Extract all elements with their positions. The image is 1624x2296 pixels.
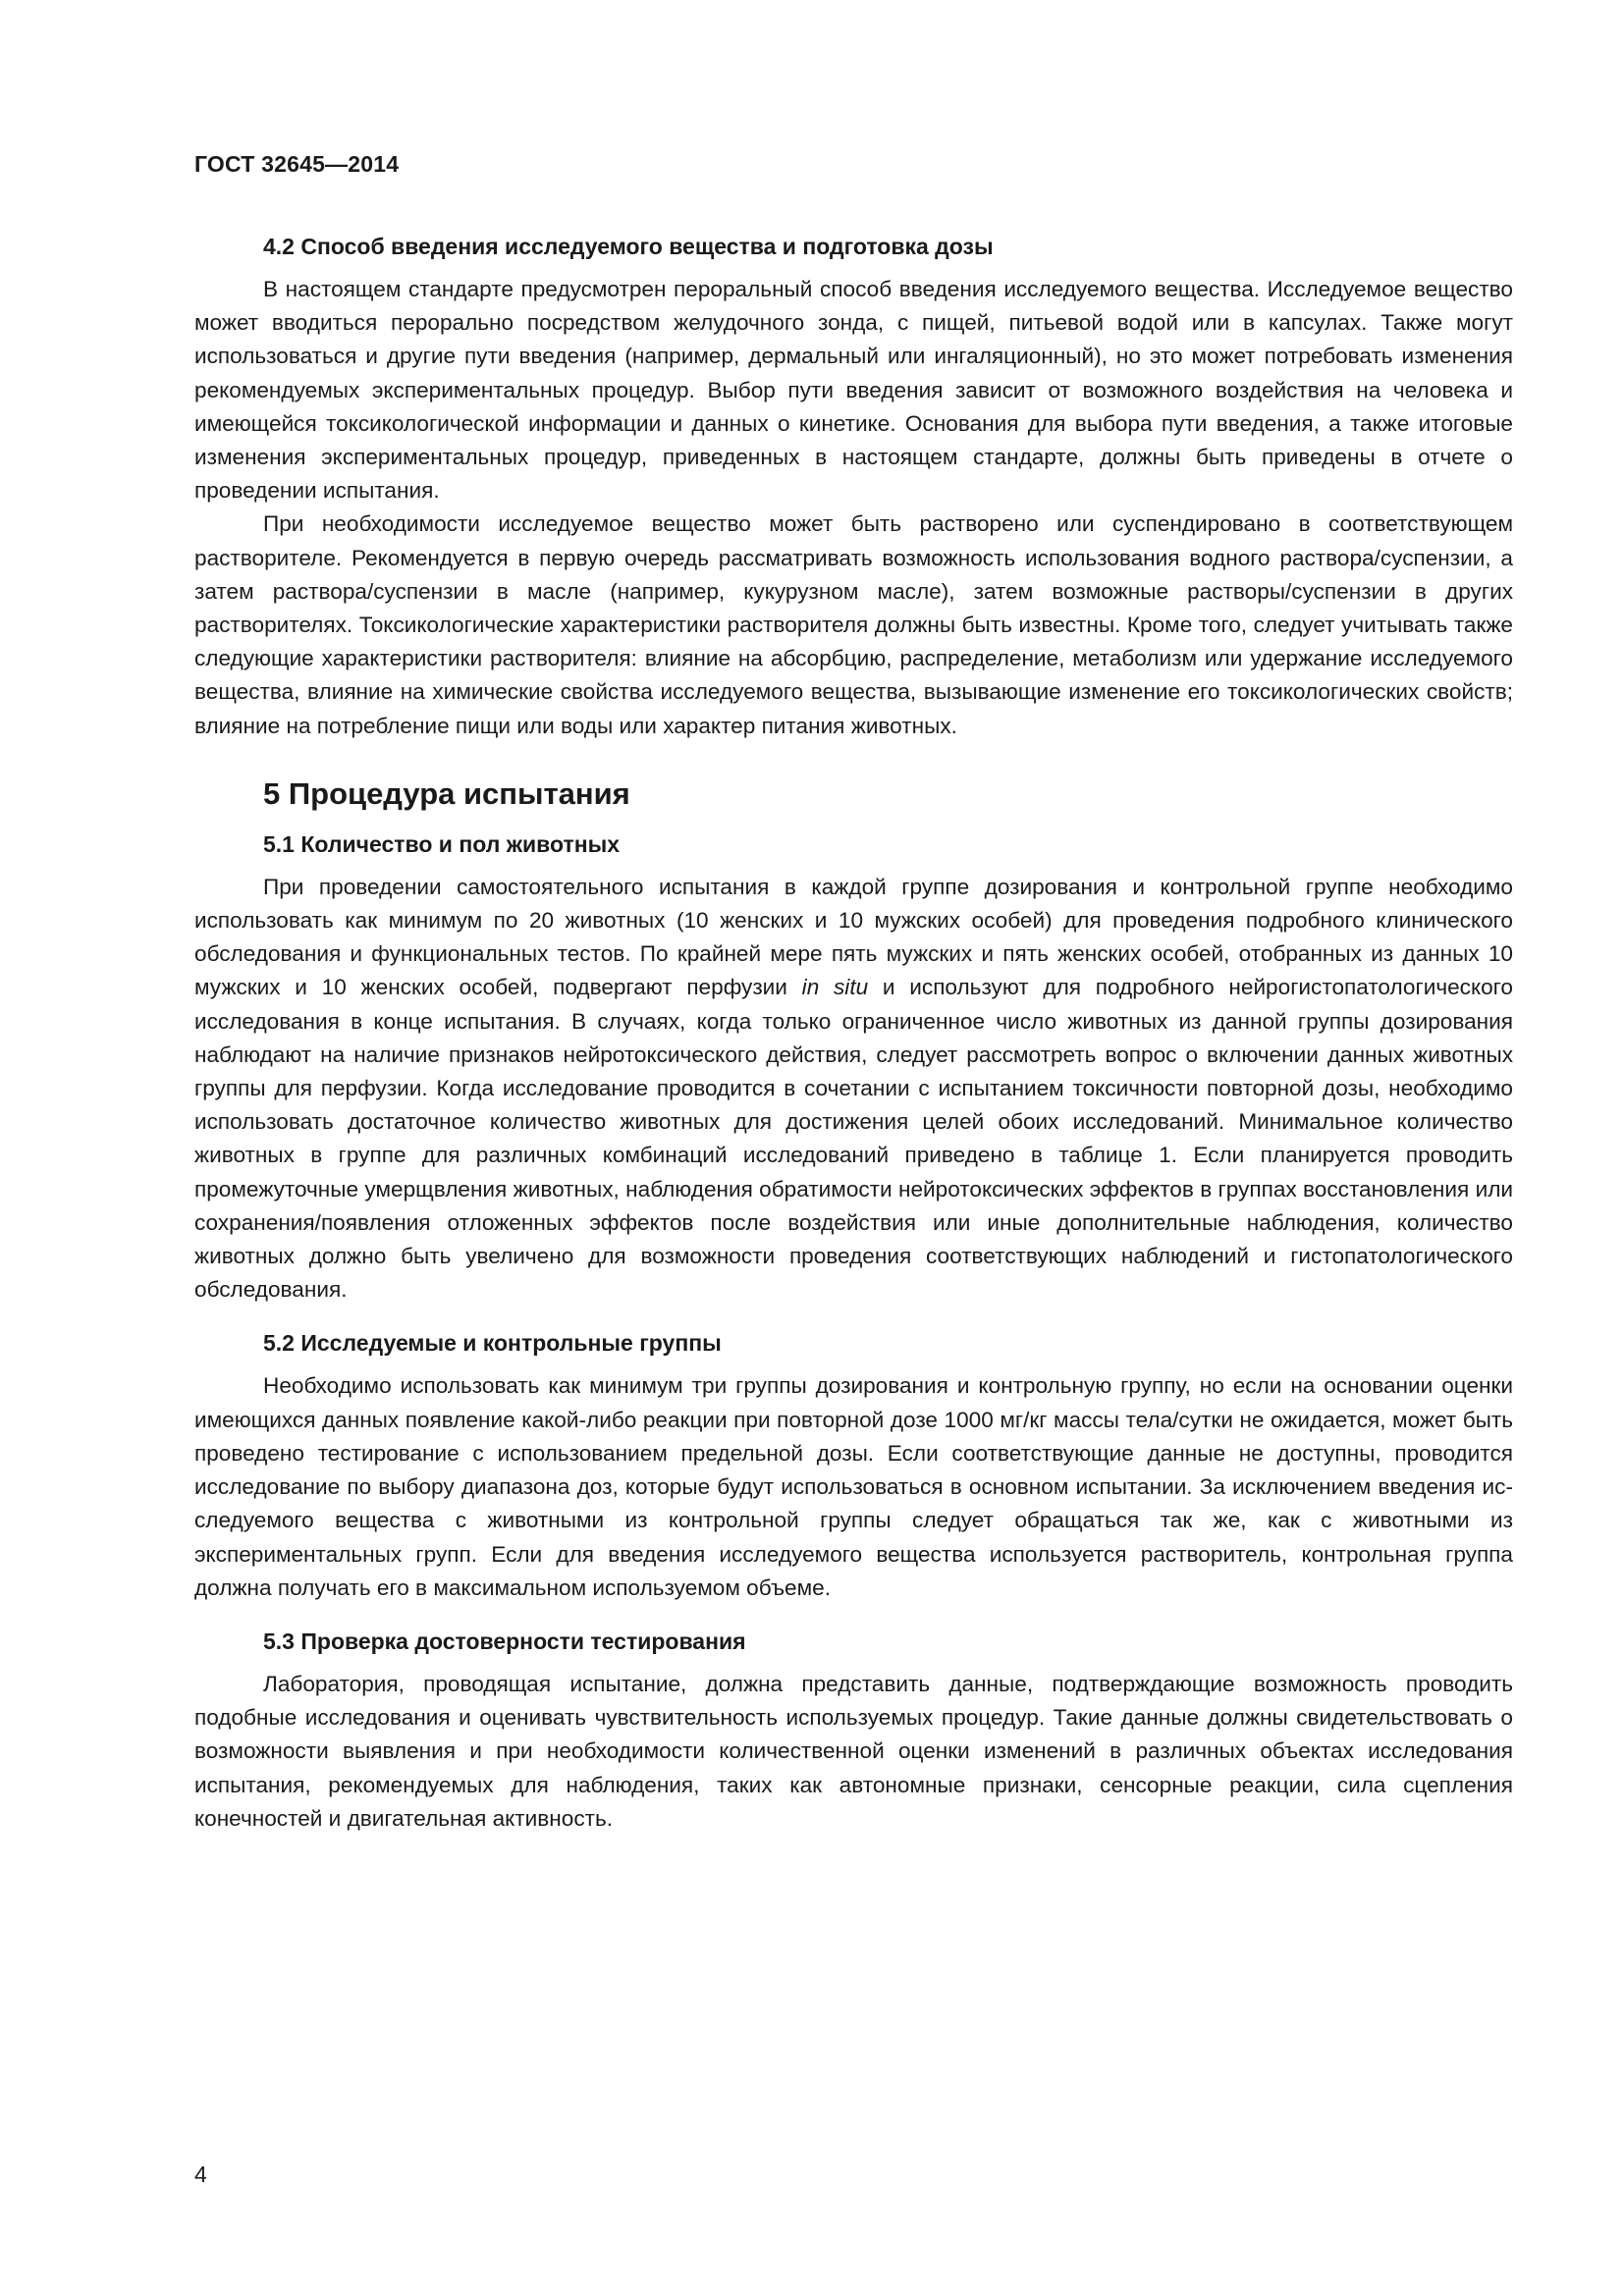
section-heading-5: 5 Процедура испытания	[263, 775, 630, 811]
paragraph-5-1-1-italic: in situ	[801, 975, 869, 1000]
section-heading-4-2: 4.2 Способ введения исследуемого вещества и подготовка дозы	[263, 234, 994, 259]
paragraph-4-2-1: В настоящем стандарте предусмотрен пероральный способ введения исследуемого вещества. Исследуемое вещество может вводиться перорально посредством желудочного зонда, с пищей, питьевой водой или в капсулах. Также могут использоваться и другие пути введения (например, дермальный или ингаляционный), но это может потребовать изменения рекомендуемых экспериментальных процедур. Выбор пути введения зависит от возможного воздействия на человека и имеющейся токсикологической информации и данных о кинетике. Основания для выбора пути введения, а также итоговые изменения экспериментальных процедур, приведенных в настоящем стандарте, должны быть приведены в отчете о проведении испытания.	[194, 277, 1513, 504]
paragraph-5-1-1-part-b: и используют для подробного нейрогистопатологического исследования в конце испытания. В случаях, когда только ограниченное число животных из данной группы дозирования наблюдают на наличие признаков нейротоксического действия, следует рассмотреть вопрос о включении данных животных группы для перфузии. Когда исследование проводится в сочетании с испытанием токсичности повторной дозы, необходимо использовать достаточное количество животных для достижения целей обоих исследований. Минимальное количество животных в группе для различных комбинаций исследований приведено в таблице 1. Если планируется проводить промежуточные умерщвления животных, наблюдения обратимости нейротоксических эффектов в группах восстановления или сохранения/появления отложенных эффектов после воздействия или иные дополнительные наблюдения, количество животных должно быть увеличено для возможности проведения соответствующих наблюдений и гистопатологического обследования.	[194, 975, 1513, 1303]
standard-designation: ГОСТ 32645—2014	[194, 151, 400, 177]
section-heading-5-3: 5.3 Проверка достоверности тестирования	[263, 1628, 746, 1654]
paragraph-5-1-1-part-a: При проведении самостоятельного испытания в каждой группе дозирования и контрольной группе необходимо использовать как минимум по 20 животных (10 женских и 10 мужских особей) для проведения подробного клинического обследования и функциональных тестов. По крайней мере пять мужских и пять женских особей, отобранных из данных 10 мужских и 10 женских особей, подвергают перфузии	[194, 874, 1513, 1000]
section-heading-5-2: 5.2 Исследуемые и контрольные группы	[263, 1330, 722, 1357]
page-body	[194, 232, 1513, 1836]
paragraph-5-1-1	[194, 871, 1513, 1308]
section-heading-5-1: 5.1 Количество и пол животных	[263, 830, 621, 857]
paragraph-5-3-1: Лаборатория, проводящая испытание, должна представить данные, подтверждающие возможность проводить подобные исследования и оценивать чувствительность используемых процедур. Такие данные должны свидетельствовать о возможности выявления и при необходимости количественной оценки изменений в различных объектах исследования испытания, рекомендуемых для наблюдения, таких как автономные признаки, сенсорные реакции, сила сцепления конечностей и двигательная активность.	[194, 1671, 1513, 1831]
page-number: 4	[194, 2162, 207, 2187]
paragraph-5-2-1: Необходимо использовать как минимум три группы дозирования и контрольную группу, но если на основании оценки имеющихся данных появление какой-либо реакции при повторной дозе 1000 мг/кг массы тела/сутки не ожидается, может быть проведено тестирование с использованием предельной дозы. Если соответствующие данные не доступны, проводится исследование по выбору диапазона доз, которые будут использоваться в основном испытании. За исключением введения исследуемого вещества с животными из контрольной группы следует обращаться так же, как с животными из экспериментальных групп. Если для введения исследуемого вещества используется растворитель, контрольная группа должна получать его в максимальном используемом объеме.	[194, 1373, 1513, 1600]
paragraph-4-2-2: При необходимости исследуемое вещество может быть растворено или суспендировано в соответствующем растворителе. Рекомендуется в первую очередь рассматривать возможность использования водного раствора/суспензии, а затем раствора/суспензии в масле (например, кукурузном масле), затем возможные растворы/суспензии в других растворителях. Токсикологические характеристики растворителя должны быть известны. Кроме того, следует учитывать также следующие характеристики растворителя: влияние на абсорбцию, распределение, метаболизм или удержание исследуемого вещества, влияние на химические свойства исследуемого вещества, вызывающие изменение его токсикологических свойств; влияние на потребление пищи или воды или характер питания животных.	[194, 511, 1513, 738]
